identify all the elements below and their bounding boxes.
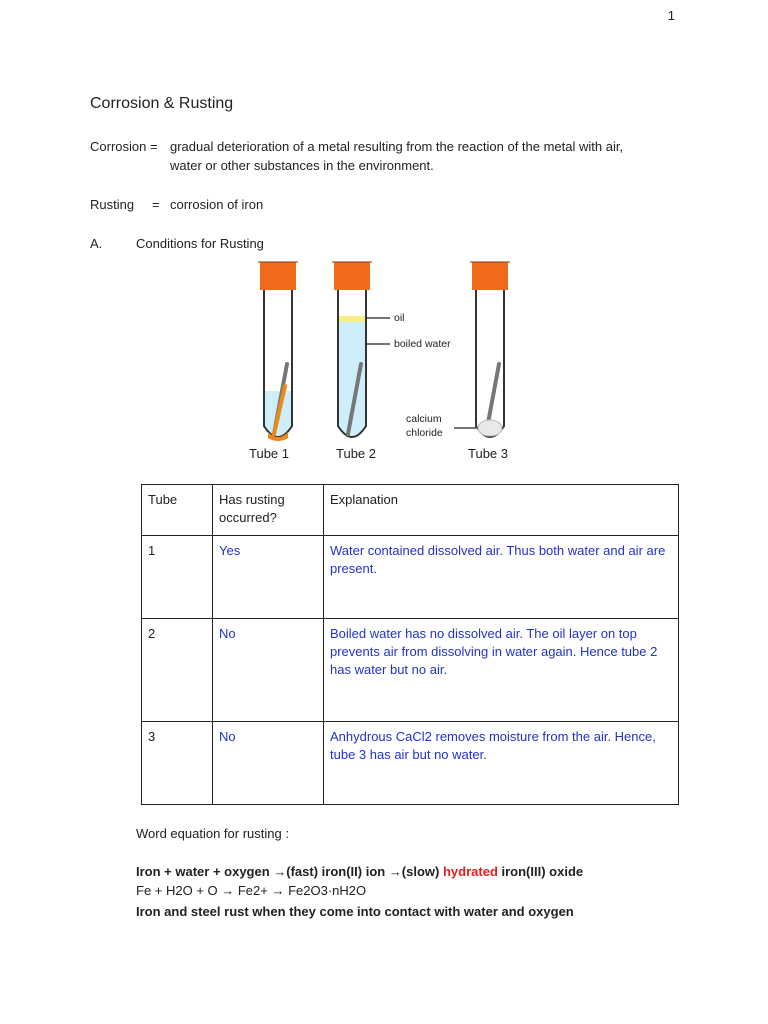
word-equation-hydrated: hydrated xyxy=(442,864,498,879)
tube-3-stopper xyxy=(472,262,508,290)
cell-tube: 2 xyxy=(142,619,213,722)
calcium-label: calcium xyxy=(406,413,442,425)
rusting-results-table xyxy=(141,484,679,805)
table-header-row xyxy=(142,485,679,536)
table-row xyxy=(142,619,679,722)
header-tube: Tube xyxy=(142,485,213,536)
chemical-equation: Fe + H2O + O → Fe2+ → Fe2O3·nH2O xyxy=(136,883,367,898)
rusting-summary: Iron and steel rust when they come into contact with water and oxygen xyxy=(136,904,574,919)
cell-rusting: Yes xyxy=(213,536,324,619)
tube-3-label: Tube 3 xyxy=(468,446,508,461)
corrosion-definition xyxy=(170,137,690,175)
section-title: Conditions for Rusting xyxy=(136,236,264,251)
boiled-water-label: boiled water xyxy=(394,338,451,350)
chloride-label: chloride xyxy=(406,427,443,439)
section-letter: A. xyxy=(90,236,103,251)
tube-2-oil xyxy=(338,316,366,322)
table-row xyxy=(142,722,679,805)
tube-3-calcium-chloride xyxy=(478,420,502,436)
cell-explanation: Boiled water has no dissolved air. The oil layer on top prevents air from dissolving in water again. Hence tube 2 has water but no air. xyxy=(324,619,679,722)
corrosion-term: Corrosion = xyxy=(90,139,158,154)
table-row xyxy=(142,536,679,619)
word-equation-part1: Iron + water + oxygen →(fast) iron(II) ion →(slow) xyxy=(136,864,443,879)
cell-tube: 1 xyxy=(142,536,213,619)
rusting-equals: = xyxy=(152,197,160,212)
tube-1-stopper xyxy=(260,262,296,290)
header-explanation: Explanation xyxy=(324,485,679,536)
tube-2-stopper xyxy=(334,262,370,290)
oil-label: oil xyxy=(394,312,405,324)
test-tubes-diagram xyxy=(240,256,540,446)
page-number: 1 xyxy=(667,8,675,23)
cell-explanation: Water contained dissolved air. Thus both water and air are present. xyxy=(324,536,679,619)
corrosion-definition-line2: water or other substances in the environment. xyxy=(170,158,434,173)
corrosion-definition-line1: gradual deterioration of a metal resulting from the reaction of the metal with air, xyxy=(170,139,624,154)
cell-rusting: No xyxy=(213,619,324,722)
tube-1-illustration xyxy=(258,262,298,441)
tube-3-illustration xyxy=(454,262,510,437)
rusting-definition: corrosion of iron xyxy=(170,197,264,212)
tube-2-label: Tube 2 xyxy=(336,446,376,461)
rusting-term: Rusting xyxy=(90,197,135,212)
header-has-rusting: Has rusting occurred? xyxy=(213,485,324,536)
word-equation-heading: Word equation for rusting : xyxy=(136,826,289,841)
tube-1-label: Tube 1 xyxy=(249,446,289,461)
word-equation xyxy=(136,864,583,879)
word-equation-part2: iron(III) oxide xyxy=(497,864,584,879)
tube-2-illustration xyxy=(332,262,390,437)
cell-rusting: No xyxy=(213,722,324,805)
page-title: Corrosion & Rusting xyxy=(90,95,234,112)
cell-explanation: Anhydrous CaCl2 removes moisture from the air. Hence, tube 3 has air but no water. xyxy=(324,722,679,805)
cell-tube: 3 xyxy=(142,722,213,805)
